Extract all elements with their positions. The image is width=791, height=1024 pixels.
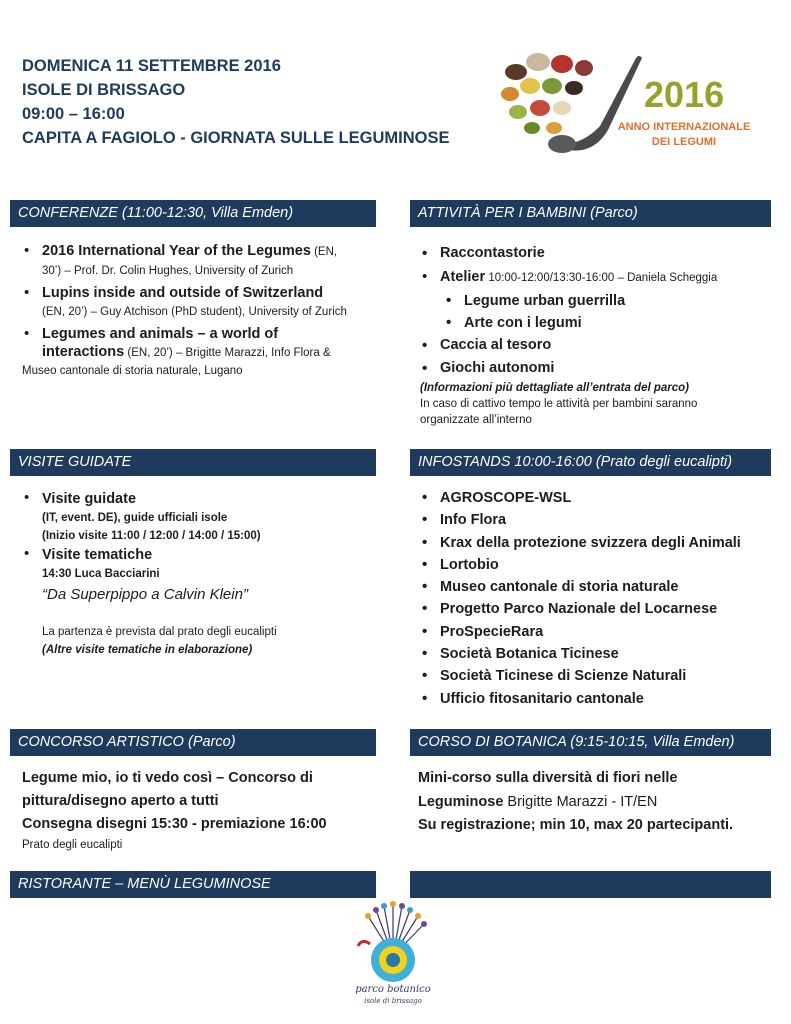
atelier-sub-item: Arte con i legumi [464,315,582,331]
botanica-line [418,790,771,814]
botanica-line: Su registrazione; min 10, max 20 partecipanti. [418,817,734,833]
list-item [444,312,771,334]
list-item [420,265,771,290]
list-item [444,290,771,312]
list-item [22,325,376,362]
list-item [22,545,376,607]
bambini-list [420,242,771,428]
section-header-bambini: ATTIVITÀ PER I BAMBINI (Parco) [410,200,771,227]
concorso-line: Consegna disegni 15:30 - premiazione 16:00 [22,816,327,832]
visite-note: (Altre visite tematiche in elaborazione) [42,644,253,656]
parco-logo-line1: parco botanico [355,984,431,995]
conf-detail: 30’) – Prof. Dr. Colin Hughes, University of Zurich [42,265,294,277]
list-item: • Caccia al tesoro [420,334,771,357]
list-item: • Raccontastorie [420,242,771,265]
conf-title: 2016 International Year of the Legumes [42,243,311,259]
atelier-title: Atelier [440,269,486,285]
section-header-conferenze: CONFERENZE (11:00-12:30, Villa Emden) [10,200,376,227]
list-item: • Info Flora [420,509,771,531]
visite-line: (IT, event. DE), guide ufficiali isole [42,512,228,524]
list-item [22,284,376,321]
section-header-ristorante: RISTORANTE – MENÙ LEGUMINOSE [10,871,376,898]
conf-title-cont: interactions [42,344,125,360]
visite-line: (Inizio visite 11:00 / 12:00 / 14:00 / 15:00) [42,530,261,542]
botanica-text [418,767,771,837]
visite-title: • Visite guidate [42,491,137,507]
list-item: • Museo cantonale di storia naturale [420,576,771,598]
list-item: • AGROSCOPE-WSL [420,487,771,509]
concorso-line: Prato degli eucalipti [22,839,123,851]
conf-detail: Museo cantonale di storia naturale, Lugano [22,365,243,377]
conferenze-list [22,242,376,380]
visite-line: 14:30 Luca Bacciarini [42,568,160,580]
event-hours: 09:00 – 16:00 [22,105,125,123]
list-item [22,489,376,545]
conf-lang: (EN, [310,246,338,258]
list-item: • Progetto Parco Nazionale del Locarnese [420,598,771,620]
infostands-list [420,487,771,710]
concorso-line: pittura/disegno aperto a tutti [22,793,219,809]
list-item: • Krax della protezione svizzera degli Animali [420,532,771,554]
logo-line2: DEI LEGUMI [651,136,717,148]
concorso-line: Legume mio, io ti vedo così – Concorso di [22,770,313,786]
section-header-botanica: CORSO DI BOTANICA (9:15-10:15, Villa Emden) [410,729,771,756]
flower-icon [348,898,438,988]
bambini-note: In caso di cattivo tempo le attività per bambini saranno organizzate all’interno [420,398,698,426]
botanica-bold: Leguminose [418,794,504,810]
atelier-sub-item: Legume urban guerrilla [464,293,626,309]
section-header-visite: VISITE GUIDATE [10,449,376,476]
atelier-detail: 10:00-12:00/13:30-16:00 – Daniela Scheggia [485,272,718,284]
parco-botanico-logo [348,898,438,1014]
event-title [22,54,449,150]
bambini-note-bold: (Informazioni più dettagliate all’entrata del parco) [420,382,690,394]
concorso-text [22,767,376,854]
event-date: DOMENICA 11 SETTEMBRE 2016 [22,57,281,75]
list-item: • Società Ticinese di Scienze Naturali [420,665,771,687]
visite-list [22,489,376,659]
event-location: ISOLE DI BRISSAGO [22,81,186,99]
section-header-ristorante-right [410,871,771,898]
section-header-concorso: CONCORSO ARTISTICO (Parco) [10,729,376,756]
logo-line1: ANNO INTERNAZIONALE [617,121,751,133]
list-item [22,242,376,280]
conf-lang: (EN, 20’) – Brigitte Marazzi, Info Flora & [124,347,331,359]
botanica-line: Mini-corso sulla diversità di fiori nelle [418,770,678,786]
year-of-legumes-logo [496,46,766,166]
list-item: • ProSpecieRara [420,621,771,643]
list-item: • Lortobio [420,554,771,576]
conf-title: Lupins inside and outside of Switzerland [42,285,324,301]
botanica-normal: Brigitte Marazzi - IT/EN [503,794,658,810]
list-item: • Giochi autonomi [420,357,771,380]
legumes-spoon-icon [496,46,766,166]
conf-detail: (EN, 20’) – Guy Atchison (PhD student), University of Zurich [42,306,347,318]
visite-title: • Visite tematiche [42,547,153,563]
logo-year: 2016 [644,74,725,115]
list-item: • Società Botanica Ticinese [420,643,771,665]
event-name: CAPITA A FAGIOLO - GIORNATA SULLE LEGUMINOSE [22,129,450,147]
visite-quote: “Da Superpippo a Calvin Klein” [42,586,248,603]
parco-logo-line2: isole di brissago [364,997,422,1005]
section-header-infostands: INFOSTANDS 10:00-16:00 (Prato degli eucalipti) [410,449,771,476]
visite-note: La partenza è prevista dal prato degli eucalipti [42,626,277,638]
list-item: • Ufficio fitosanitario cantonale [420,688,771,710]
conf-title: Legumes and animals – a world of [42,326,279,342]
